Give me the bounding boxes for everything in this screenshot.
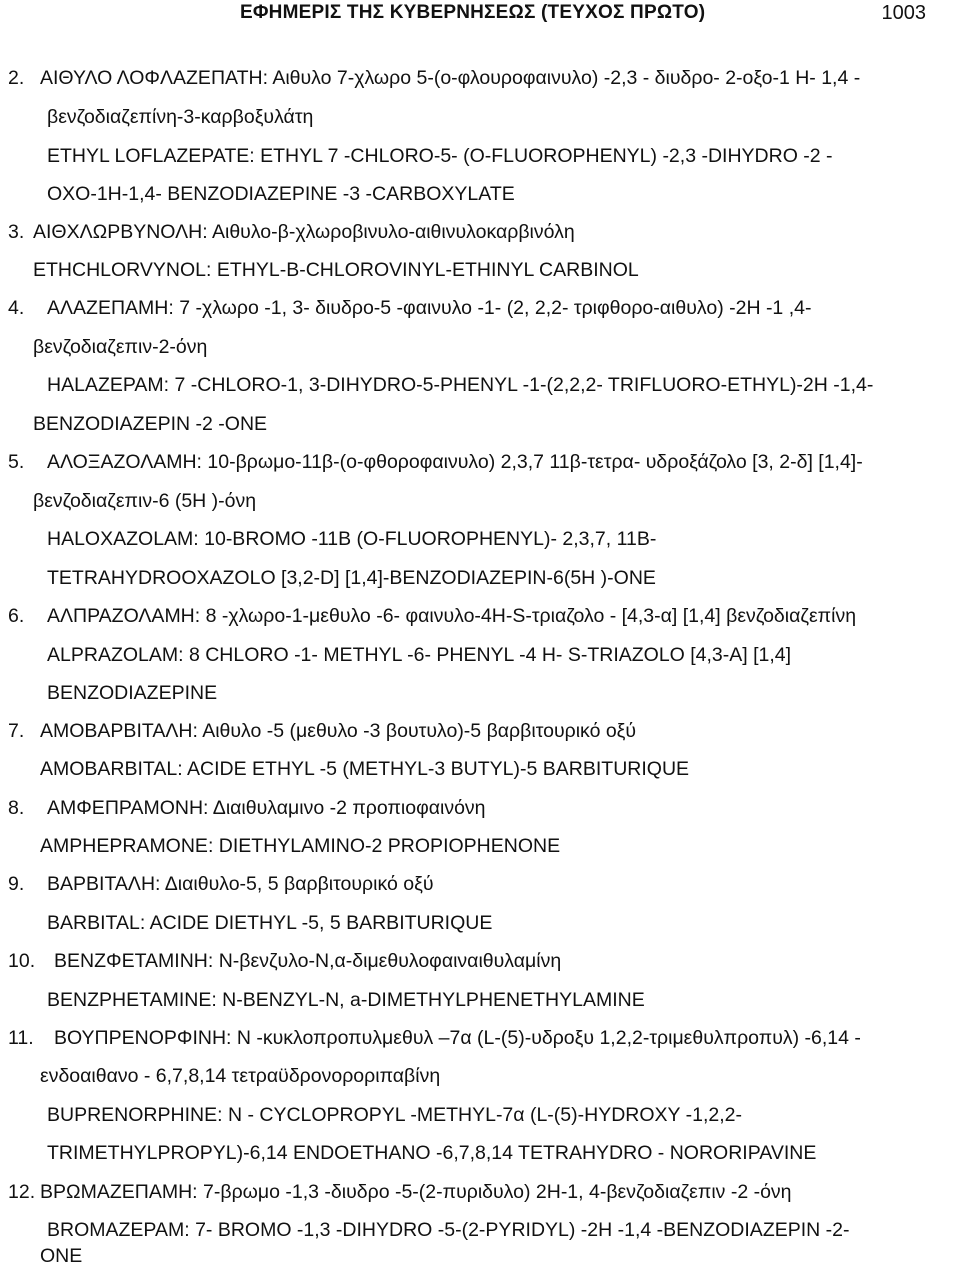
entry-latin-line: OXO-1H-1,4- BENZODIAZEPINE -3 -CARBOXYLATE (47, 183, 515, 205)
entry-greek-line: ΒΕΝΖΦΕΤΑΜΙΝΗ: Ν-βενζυλο-Ν,α-διμεθυλοφαιναιθυλαμίνη (54, 950, 562, 972)
entry-greek-line: ΒΟΥΠΡΕΝΟΡΦΙΝΗ: Ν -κυκλοπροπυλμεθυλ –7α (L-(5)-υδροξυ 1,2,2-τριμεθυλπροπυλ) -6,14 - (54, 1027, 861, 1049)
entry-latin-line: ONE (40, 1245, 83, 1267)
entry-latin-line: TRIMETHYLPROPYL)-6,14 ENDOETHANO -6,7,8,14 TETRAHYDRO - NORORIPAVINE (47, 1142, 817, 1164)
entry-number: 4. (8, 297, 25, 319)
entry-latin-line: ALPRAZOLAM: 8 CHLORO -1- METHYL -6- PHENYL -4 H- S-TRIAZOLO [4,3-A] [1,4] (47, 644, 792, 666)
entry-latin-line: BENZPHETAMINE: N-BENZYL-N, a-DIMETHYLPHENETHYLAMINE (47, 989, 645, 1011)
entry-latin-line: BARBITAL: ACIDE DIETHYL -5, 5 BARBITURIQUE (47, 912, 493, 934)
entry-greek-line: βενζοδιαζεπίνη-3-καρβοξυλάτη (47, 106, 314, 128)
entry-greek-line: ΑΛΟΞΑΖΟΛΑΜΗ: 10-βρωμο-11β-(ο-φθοροφαινυλο) 2,3,7 11β-τετρα- υδροξάζολο [3, 2-δ] [1,4]- (47, 451, 863, 473)
entry-number: 10. (8, 950, 36, 972)
entry-number: 11. (8, 1027, 34, 1049)
entry-latin-line: ETHYL LOFLAZEPATE: ETHYL 7 -CHLORO-5- (O-FLUOROPHENYL) -2,3 -DIHYDRO -2 - (47, 145, 833, 167)
entry-number: 12. (8, 1181, 36, 1203)
entry-latin-line: AMPHEPRAMONE: DIETHYLAMINO-2 PROPIOPHENONE (40, 835, 561, 857)
entry-latin-line: HALAZEPAM: 7 -CHLORO-1, 3-DIHYDRO-5-PHENYL -1-(2,2,2- TRIFLUORO-ETHYL)-2H -1,4- (47, 374, 874, 396)
entry-latin-line: AMOBARBITAL: ACIDE ETHYL -5 (METHYL-3 BUTYL)-5 BARBITURIQUE (40, 758, 690, 780)
entry-number: 5. (8, 451, 25, 473)
entry-latin-line: ETHCHLORVYNOL: ETHYL-B-CHLOROVINYL-ETHINYL CARBINOL (33, 259, 639, 281)
entry-greek-line: ΑΛΑΖΕΠΑΜΗ: 7 -χλωρο -1, 3- διυδρο-5 -φαινυλο -1- (2, 2,2- τριφθορο-αιθυλο) -2Η -1 ,4- (47, 297, 812, 319)
entry-greek-line: βενζοδιαζεπιν-6 (5Η )-όνη (33, 490, 257, 512)
gazette-title: ΕΦΗΜΕΡΙΣ ΤΗΣ ΚΥΒΕΡΝΗΣΕΩΣ (ΤΕΥΧΟΣ ΠΡΩΤΟ) (240, 2, 706, 23)
entry-number: 3. (8, 221, 25, 243)
page-header (0, 2, 960, 32)
entry-greek-line: ενδοαιθανο - 6,7,8,14 τετραϋδρονοροριπαβίνη (40, 1065, 441, 1087)
entry-greek-line: ΒΑΡΒΙΤΑΛΗ: Διαιθυλο-5, 5 βαρβιτουρικό οξύ (47, 873, 434, 895)
entry-latin-line: BENZODIAZEPIN -2 -ONE (33, 413, 268, 435)
entry-latin-line: HALOXAZOLAM: 10-BROMO -11B (O-FLUOROPHENYL)- 2,3,7, 11B- (47, 528, 657, 550)
entry-number: 2. (8, 67, 25, 89)
entry-greek-line: ΑΛΠΡΑΖΟΛΑΜΗ: 8 -χλωρο-1-μεθυλο -6- φαινυλο-4Η-S-τριαζολο - [4,3-α] [1,4] βενζοδιαζεπίνη (47, 605, 857, 627)
page-number: 1003 (881, 2, 926, 24)
entry-number: 8. (8, 797, 25, 819)
entry-latin-line: BENZODIAZEPINE (47, 682, 218, 704)
entry-greek-line: ΑΜΟΒΑΡΒΙΤΑΛΗ: Αιθυλο -5 (μεθυλο -3 βουτυλο)-5 βαρβιτουρικό οξύ (40, 720, 637, 742)
entry-latin-line: BROMAZEPAM: 7- BROMO -1,3 -DIHYDRO -5-(2-PYRIDYL) -2H -1,4 -BENZODIAZEPIN -2- (47, 1219, 850, 1241)
entry-latin-line: BUPRENORPHINE: N - CYCLOPROPYL -METHYL-7α (L-(5)-HYDROXY -1,2,2- (47, 1104, 742, 1126)
entry-greek-line: βενζοδιαζεπιν-2-όνη (33, 336, 208, 358)
entry-greek-line: ΑΜΦΕΠΡΑΜΟΝΗ: Διαιθυλαμινο -2 προπιοφαινόνη (47, 797, 486, 819)
entry-number: 6. (8, 605, 25, 627)
entry-latin-line: TETRAHYDROOXAZOLO [3,2-D] [1,4]-BENZODIAZEPIN-6(5H )-ONE (47, 567, 656, 589)
entry-greek-line: ΑΙΘΥΛΟ ΛΟΦΛΑΖΕΠΑΤΗ: Αιθυλο 7-χλωρο 5-(ο-φλουροφαινυλο) -2,3 - διυδρο- 2-οξο-1 Η- 1,4 - (40, 67, 861, 89)
entry-number: 9. (8, 873, 25, 895)
entry-greek-line: ΑΙΘΧΛΩΡΒΥΝΟΛΗ: Αιθυλο-β-χλωροβινυλο-αιθινυλοκαρβινόλη (33, 221, 575, 243)
entry-number: 7. (8, 720, 25, 742)
entry-greek-line: ΒΡΩΜΑΖΕΠΑΜΗ: 7-βρωμο -1,3 -διυδρο -5-(2-πυριδυλο) 2Η-1, 4-βενζοδιαζεπιν -2 -όνη (40, 1181, 792, 1203)
